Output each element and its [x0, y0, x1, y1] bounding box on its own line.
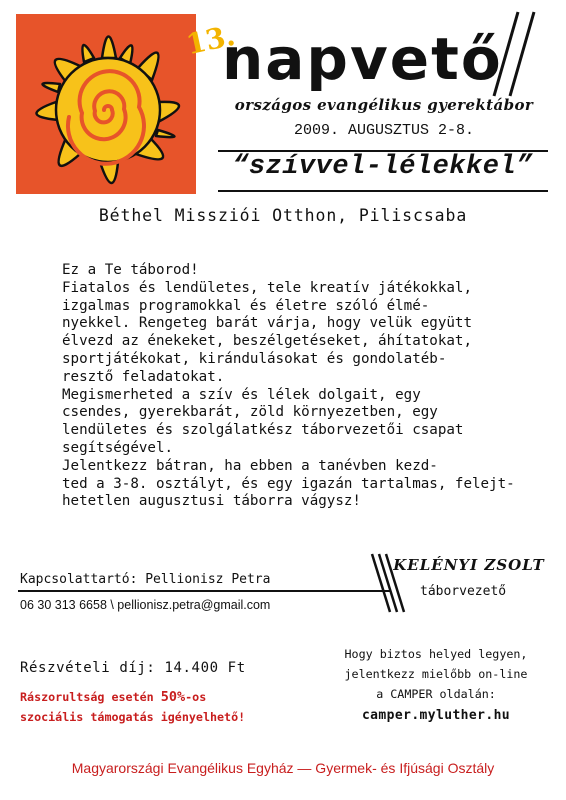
- online-line: Hogy biztos helyed legyen,: [344, 647, 528, 661]
- online-info: [318, 644, 554, 704]
- body-line: izgalmas programokkal és életre szóló élmé-: [62, 297, 430, 314]
- body-line: nyekkel. Rengeteg barát várja, hogy velük együtt: [62, 315, 472, 332]
- body-line: Fiatalos és lendületes, tele kreatív játékokkal,: [62, 279, 472, 296]
- venue: Béthel Missziói Otthon, Piliscsaba: [98, 206, 468, 225]
- body-line: Megismerheted a szív és lélek dolgait, egy: [62, 386, 421, 403]
- slogan: “szívvel-lélekkel”: [232, 152, 533, 182]
- online-line: jelentkezz mielőbb on-line: [344, 667, 528, 681]
- body-line: élvezd az énekeket, beszélgetéseket, áhítatokat,: [62, 333, 472, 350]
- fee-support: [20, 687, 245, 727]
- body-text: [62, 262, 532, 511]
- slogan-bottom-rule: [218, 190, 548, 192]
- body-line: segítségével.: [62, 439, 174, 456]
- body-line: Jelentkezz bátran, ha ebben a tanévben kezd-: [62, 457, 438, 474]
- body-line: hetetlen augusztusi táborra vágysz!: [62, 493, 361, 510]
- contact-rule: [18, 590, 390, 592]
- body-line: Ez a Te táborod!: [62, 262, 199, 278]
- fee-support-pre: Rászorultság esetén: [20, 690, 161, 704]
- fee-support-percent: 50%: [160, 689, 186, 705]
- contact-person: Kapcsolattartó: Pellionisz Petra: [20, 572, 271, 587]
- online-line: a CAMPER oldalán:: [376, 687, 496, 701]
- fee-support-post: -os: [185, 690, 207, 704]
- sun-icon: [16, 14, 196, 194]
- leader-name: KELÉNYI ZSOLT: [393, 556, 545, 574]
- camp-subtitle: országos evangélikus gyerektábor: [234, 96, 534, 114]
- brand-title: napvető: [222, 25, 503, 93]
- contact-info: 06 30 313 6658 \ pellionisz.petra@gmail.com: [20, 598, 271, 612]
- body-line: resztő feladatokat.: [62, 368, 225, 385]
- footer-organization: Magyarországi Evangélikus Egyház — Gyermek- és Ifjúsági Osztály: [71, 760, 495, 776]
- edition-number: 13.: [183, 18, 238, 62]
- camper-link[interactable]: camper.myluther.hu: [361, 708, 511, 723]
- body-line: ted a 3-8. osztályt, és egy igazán tartalmas, felejt-: [62, 475, 515, 492]
- body-line: sportjátékokat, kirándulásokat és gondolatéb-: [62, 350, 447, 367]
- fee-text: Részvételi díj: 14.400 Ft: [20, 660, 246, 676]
- leader-role: táborvezető: [420, 584, 507, 599]
- body-line: csendes, gyerekbarát, zöld környezetben, egy: [62, 404, 438, 421]
- camp-dates: 2009. AUGUSZTUS 2-8.: [293, 122, 475, 139]
- body-line: lendületes és szolgálatkész táborvezetői csapat: [62, 422, 464, 439]
- double-slash-icon: [488, 10, 548, 100]
- fee-support-line2: szociális támogatás igényelhető!: [20, 710, 246, 724]
